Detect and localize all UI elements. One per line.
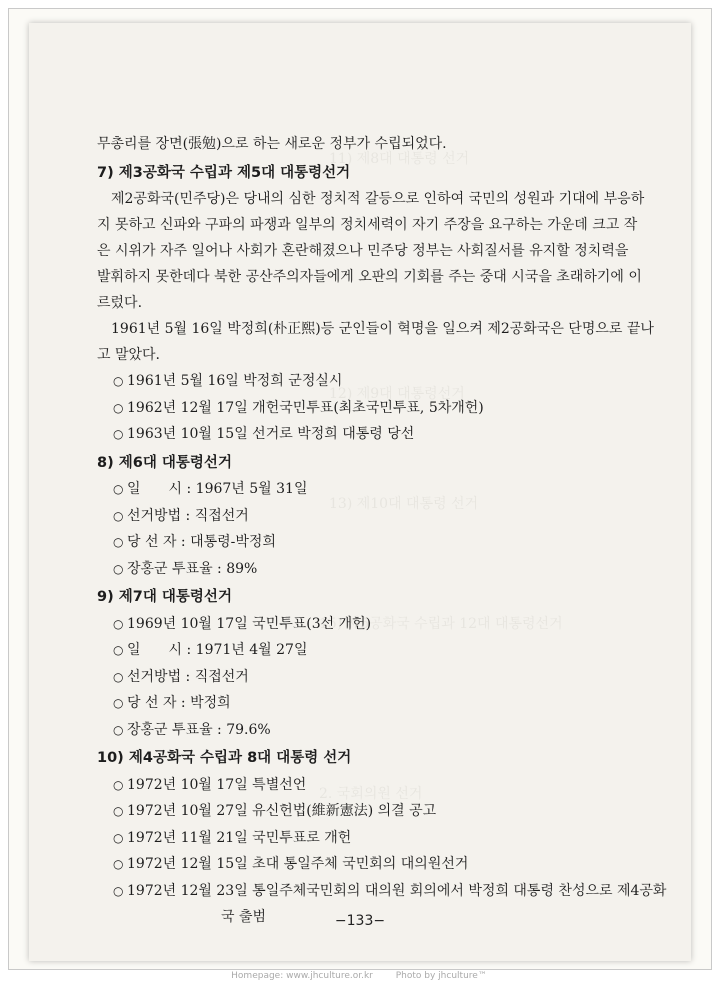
bullet-circle-icon: ○ [113, 508, 124, 523]
photo-credit: Photo by jhculture™ [395, 971, 487, 981]
paragraph-line: 1961년 5월 16일 박정희(朴正熙)등 군인들이 혁명을 일으켜 제2공화국은 단명으로 끝나 [111, 321, 654, 337]
page-number: −133− [334, 913, 386, 929]
list-item: ○ 당 선 자 : 박정희 [97, 690, 657, 717]
bleed-through-text: 12) 제9대 대통령선거 [329, 386, 465, 402]
bullet-circle-icon: ○ [113, 857, 124, 871]
paragraph-line: 은 시위가 자주 일어나 사회가 혼란해졌으나 민주당 정부는 사회질서를 유지할 정치력을 [97, 243, 629, 259]
bullet-circle-icon: ○ [113, 535, 124, 549]
paragraph-line: 발휘하지 못한데다 북한 공산주의자들에게 오판의 기회를 주는 중대 시국을 초래하기에 이 [97, 269, 642, 285]
list-item: ○ 당 선 자 : 대통령-박정희 [97, 529, 657, 556]
list-item: ○ 1969년 10월 17일 국민투표(3선 개헌) [97, 611, 657, 638]
list-item: ○ 장홍군 투표율 : 79.6% [97, 717, 657, 744]
list-item: ○ 1972년 11월 21일 국민투표로 개헌 [97, 825, 657, 852]
bullet-circle-icon: ○ [113, 883, 124, 898]
bullet-circle-icon: ○ [113, 804, 124, 818]
list-item: ○ 1972년 12월 15일 초대 통일주체 국민회의 대의원선거 [97, 851, 657, 878]
book-page [29, 23, 691, 961]
list-item: ○ 일 시 : 1971년 4월 27일 [97, 637, 657, 664]
section-9-heading: 9) 제7대 대통령선거 [97, 589, 232, 605]
section-7-paragraph-2 [97, 316, 657, 368]
bullet-circle-icon: ○ [113, 616, 124, 631]
intro-line: 무총리를 장면(張勉)으로 하는 새로운 정부가 수립되었다. [97, 136, 447, 152]
paragraph-line: 제2공화국(민주당)은 당내의 심한 정치적 갈등으로 인하여 국민의 성원과 기대에 부응하 [111, 191, 645, 207]
list-item: ○ 1972년 10월 17일 특별선언 [97, 772, 657, 799]
bullet-circle-icon: ○ [113, 561, 124, 576]
paragraph-line: 지 못하고 신파와 구파의 파쟁과 일부의 정치세력이 자기 주장을 요구하는 가운데 크고 작 [97, 217, 638, 233]
page-text [97, 131, 667, 931]
bleed-through-text: 2. 국회의원 선거 [319, 786, 423, 802]
photo-frame [8, 8, 712, 970]
list-item: ○ 선거방법 : 직접선거 [97, 664, 657, 691]
bleed-through-text: 13) 제10대 대통령 선거 [329, 496, 479, 512]
bleed-through-text: 11) 제8대 대통령 선거 [329, 151, 470, 167]
bullet-circle-icon: ○ [113, 427, 124, 441]
list-item: ○ 1963년 10월 15일 선거로 박정희 대통령 당선 [97, 421, 657, 448]
list-item: ○ 1961년 5월 16일 박정희 군정실시 [97, 368, 657, 395]
list-item: ○ 장홍군 투표율 : 89% [97, 556, 657, 583]
section-8-heading: 8) 제6대 대통령선거 [97, 454, 232, 471]
homepage-credit: Homepage: www.jhculture.or.kr [231, 971, 373, 981]
photo-credit-footer [8, 971, 710, 981]
bullet-circle-icon: ○ [113, 722, 124, 737]
bleed-through-text: 15) 제5공화국 수립과 12대 대통령선거 [319, 616, 563, 632]
list-item: ○ 1962년 12월 17일 개헌국민투표(최초국민투표, 5차개헌) [97, 395, 657, 422]
section-7-paragraph-1 [97, 186, 657, 316]
bullet-circle-icon: ○ [113, 696, 124, 710]
bullet-circle-icon: ○ [113, 643, 124, 657]
section-10-heading: 10) 제4공화국 수립과 8대 대통령 선거 [97, 750, 352, 766]
bullet-circle-icon: ○ [113, 482, 124, 496]
bullet-circle-icon: ○ [113, 777, 124, 792]
list-item: ○ 일 시 : 1967년 5월 31일 [97, 476, 657, 503]
list-item: ○ 선거방법 : 직접선거 [97, 503, 657, 530]
section-7-heading: 7) 제3공화국 수립과 제5대 대통령선거 [97, 164, 351, 181]
paragraph-line: 르렀다. [97, 295, 143, 311]
paragraph-line: 고 말았다. [97, 347, 160, 363]
list-item-continuation: 국 출범 [221, 909, 267, 925]
bullet-circle-icon: ○ [113, 669, 124, 684]
bullet-circle-icon: ○ [113, 374, 124, 388]
bullet-circle-icon: ○ [113, 830, 124, 845]
list-item: ○ 1972년 10월 27일 유신헌법(維新憲法) 의결 공고 [97, 798, 657, 825]
list-item: ○ 1972년 12월 23일 통일주체국민회의 대의원 회의에서 박정희 대통령 찬성으로 제4공화 [97, 878, 657, 905]
bullet-circle-icon: ○ [113, 400, 124, 415]
